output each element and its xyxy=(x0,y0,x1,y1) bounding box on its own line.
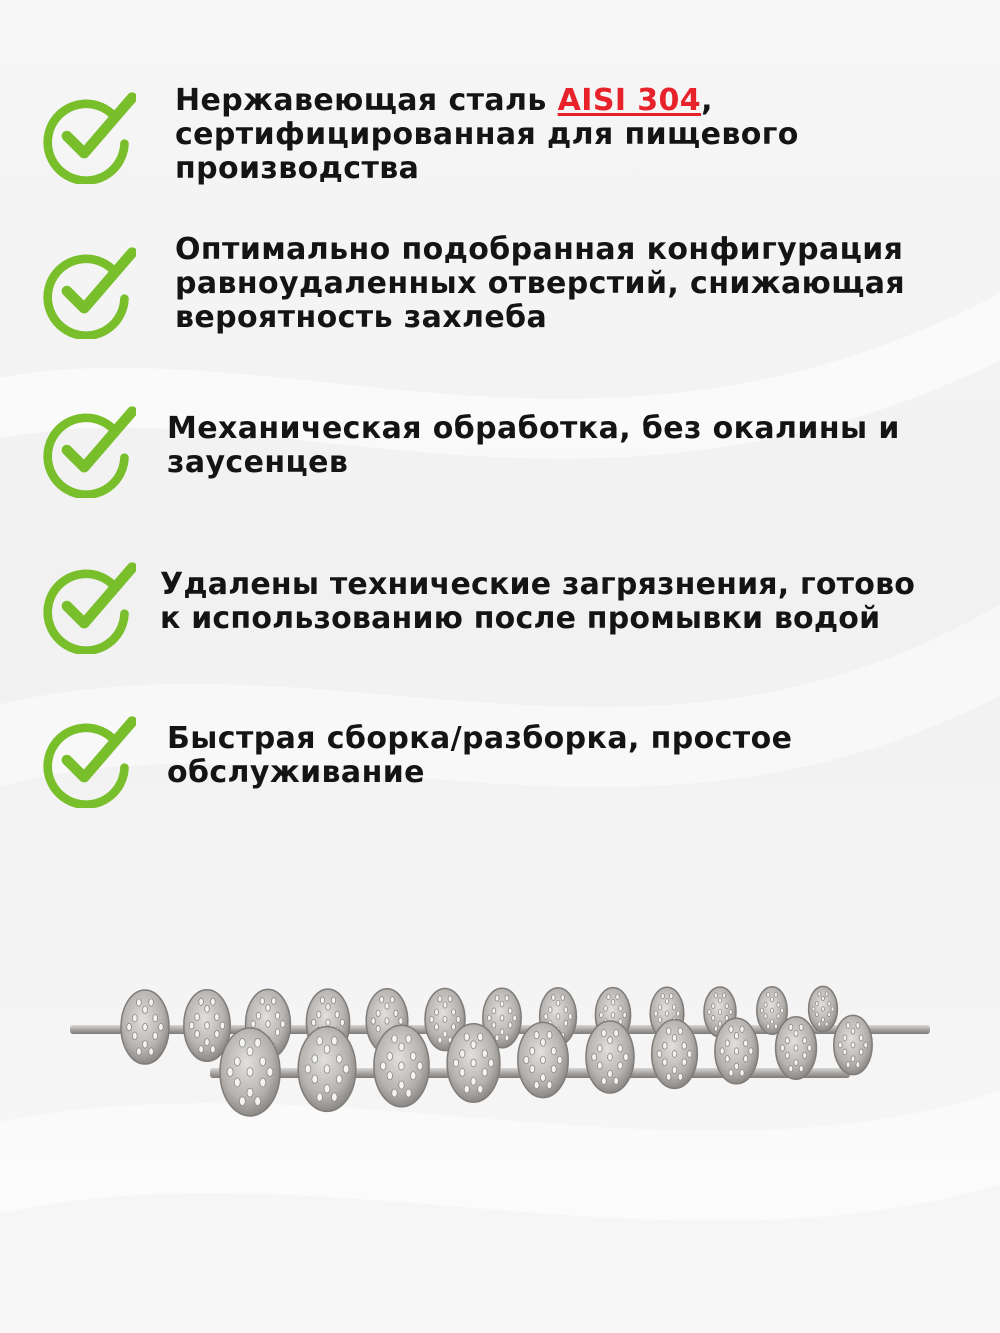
check-circle-icon xyxy=(40,88,136,184)
perforated-disc xyxy=(121,990,169,1064)
perforated-disc xyxy=(298,1027,356,1112)
perforated-disc xyxy=(374,1025,429,1107)
perforated-disc xyxy=(652,1020,698,1089)
perforated-disc xyxy=(715,1018,758,1084)
feature-text: Быстрая сборка/разборка, простое обслуживание xyxy=(167,721,793,790)
check-circle-icon xyxy=(40,402,136,498)
perforated-disc xyxy=(518,1022,568,1097)
perforated-disc xyxy=(220,1028,280,1116)
feature-text: Нержавеющая сталь AISI 304, сертифицированная для пищевого производства xyxy=(175,83,799,186)
perforated-disc xyxy=(834,1015,872,1074)
perforated-disc xyxy=(776,1017,817,1079)
check-circle-icon xyxy=(40,243,136,339)
aisi-highlight: AISI 304 xyxy=(557,83,702,118)
check-circle-icon xyxy=(40,558,136,654)
feature-text: Оптимально подобранная конфигурация равноудаленных отверстий, снижающая вероятность захлеба xyxy=(175,232,906,335)
product-image-shafts xyxy=(60,955,950,1135)
perforated-disc xyxy=(586,1021,634,1093)
check-circle-icon xyxy=(40,712,136,808)
perforated-disc xyxy=(809,986,838,1031)
perforated-disc xyxy=(447,1024,500,1102)
feature-text: Удалены технические загрязнения, готово к использованию после промывки водой xyxy=(160,567,916,636)
feature-text: Механическая обработка, без окалины и заусенцев xyxy=(167,411,900,480)
